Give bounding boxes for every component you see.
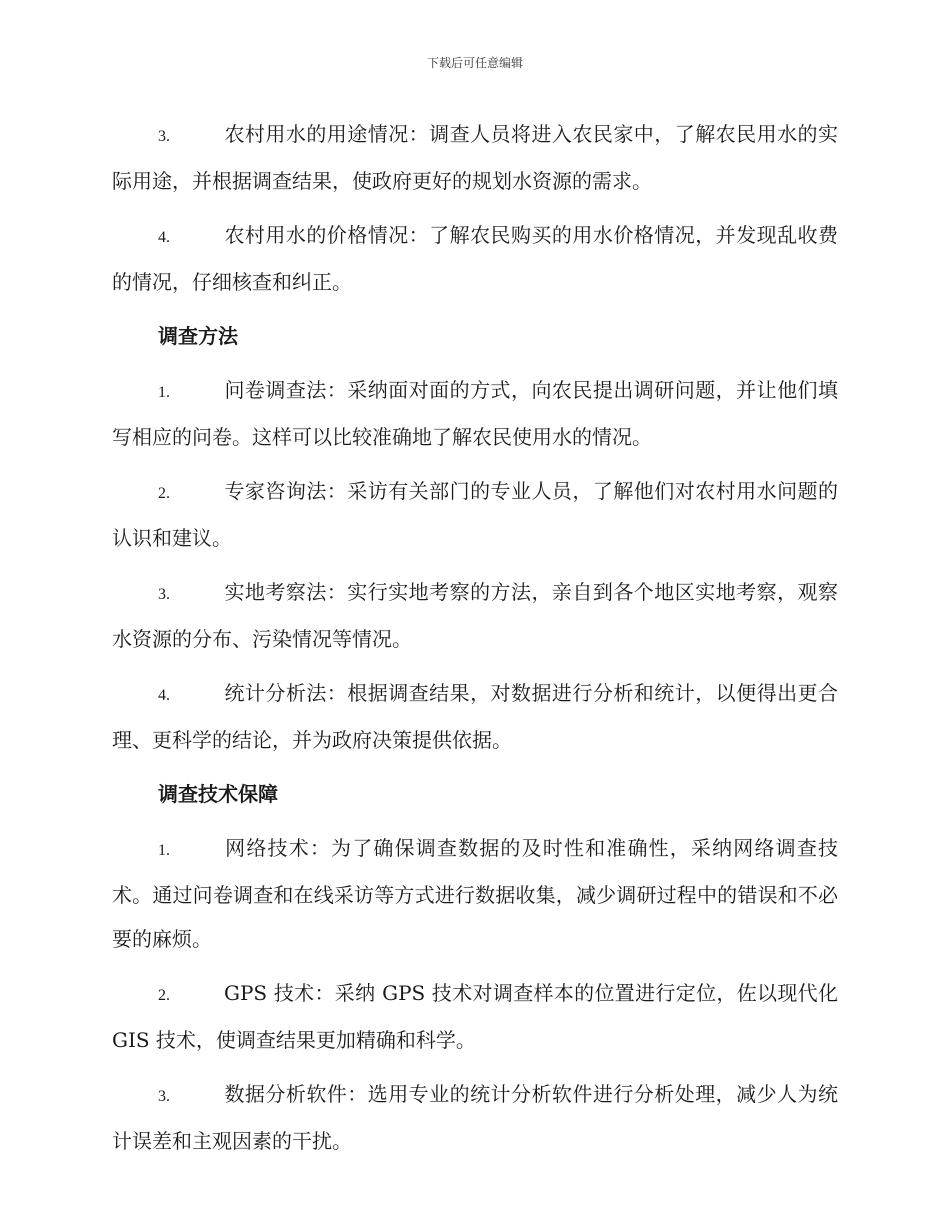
list-text: GPS 技术：采纳 GPS 技术对调查样本的位置进行定位，佐以现代化 GIS 技术，使调查结果更加精确和科学。 xyxy=(112,981,838,1052)
section-heading: 调查技术保障 xyxy=(158,782,278,806)
list-text: 实地考察法：实行实地考察的方法，亲自到各个地区实地考察，观察水资源的分布、污染情况等情况。 xyxy=(112,580,838,651)
list-item xyxy=(112,671,838,762)
list-item xyxy=(112,971,838,1062)
list-number: 4. xyxy=(158,229,170,246)
list-number: 1. xyxy=(158,384,170,401)
list-item xyxy=(112,213,838,304)
list-text: 问卷调查法：采纳面对面的方式，向农民提出调研问题，并让他们填写相应的问卷。这样可以比较准确地了解农民使用水的情况。 xyxy=(112,378,838,449)
list-number: 3. xyxy=(158,586,170,603)
list-item xyxy=(112,469,838,560)
list-item xyxy=(112,826,838,961)
list-text: 农村用水的用途情况：调查人员将进入农民家中，了解农民用水的实际用途，并根据调查结果，使政府更好的规划水资源的需求。 xyxy=(112,122,838,193)
section-heading: 调查方法 xyxy=(158,324,238,348)
list-text: 统计分析法：根据调查结果，对数据进行分析和统计，以便得出更合理、更科学的结论，并为政府决策提供依据。 xyxy=(112,681,838,752)
list-number: 4. xyxy=(158,687,170,704)
list-text: 专家咨询法：采访有关部门的专业人员，了解他们对农村用水问题的认识和建议。 xyxy=(112,479,838,550)
list-item xyxy=(112,570,838,661)
list-item xyxy=(112,1072,838,1163)
list-number: 1. xyxy=(158,842,170,859)
page-header: 下载后可任意编辑 xyxy=(426,56,523,70)
list-number: 2. xyxy=(158,987,170,1004)
list-text: 网络技术：为了确保调查数据的及时性和准确性，采纳网络调查技术。通过问卷调查和在线采访等方式进行数据收集，减少调研过程中的错误和不必要的麻烦。 xyxy=(112,836,838,951)
document-body xyxy=(112,112,838,1173)
list-item xyxy=(112,112,838,203)
list-text: 农村用水的价格情况：了解农民购买的用水价格情况，并发现乱收费的情况，仔细核查和纠正。 xyxy=(112,223,838,294)
list-number: 3. xyxy=(158,128,170,145)
list-number: 3. xyxy=(158,1088,170,1105)
list-number: 2. xyxy=(158,485,170,502)
list-text: 数据分析软件：选用专业的统计分析软件进行分析处理，减少人为统计误差和主观因素的干扰。 xyxy=(112,1082,838,1153)
list-item xyxy=(112,368,838,459)
